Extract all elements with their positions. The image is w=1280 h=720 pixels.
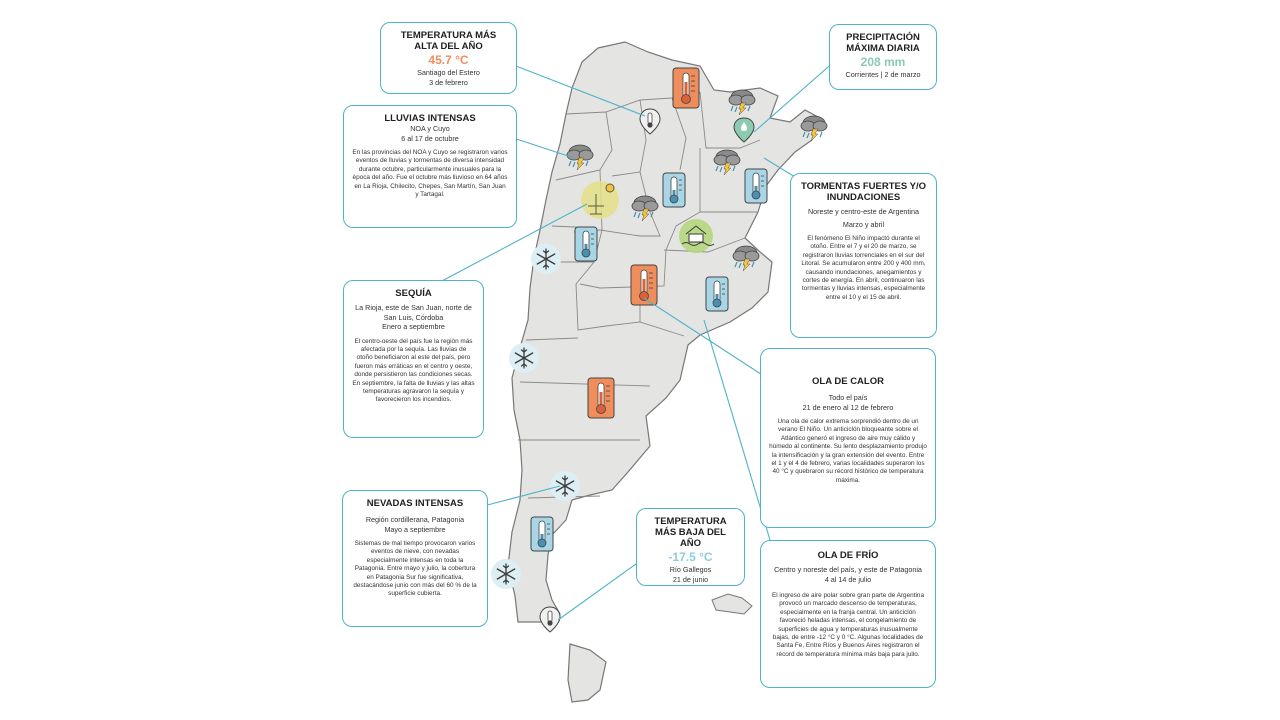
card-title: SEQUÍA	[395, 288, 432, 299]
max-precipitation-place-date: Corrientes | 2 de marzo	[845, 70, 921, 79]
max-temperature-value: 45.7 °C	[428, 53, 469, 67]
malvinas-islands	[712, 594, 752, 614]
max-temperature-card	[380, 22, 517, 94]
card-region: Todo el país	[828, 393, 868, 402]
max-precipitation-card	[829, 24, 937, 90]
thermometer-hot-icon	[588, 378, 614, 418]
snowflake-icon	[491, 559, 521, 589]
card-description: El centro-oeste del país fue la región más afectada por la sequía. Las lluvias de otoño beneficiaron al este del país, pero fueron más erráticas en el centro y oeste, donde persistieron las condiciones secas. En septiembre, la falta de lluvias y las altas temperaturas agravaron la sequía y favorecieron los incendios.	[352, 337, 475, 404]
max-temperature-place: Santiago del Estero	[417, 68, 480, 77]
card-dates: 4 al 14 de julio	[824, 574, 872, 584]
snowflake-icon	[509, 343, 539, 373]
nevadas-intensas-card	[342, 490, 488, 627]
thermometer-cold-icon	[663, 173, 685, 207]
card-description: Una ola de calor extrema sorprendió dentro de un verano El Niño. Un anticiclón bloqueante sobre el Atlántico generó el ingreso de aire muy cálido y húmedo al continente. Su lento desplazamiento produjo la intensificación y la gran extensión del evento. Entre el 1 y el 4 de febrero, varias localidades superaron los 40 °C y quebraron su récord histórico de temperatura máxima.	[769, 418, 927, 484]
map-pin-icon	[540, 607, 560, 632]
thermometer-hot-icon	[673, 68, 699, 108]
card-description: El fenómeno El Niño impactó durante el otoño. Entre el 7 y el 20 de marzo, se registraron lluvias torrenciales en el sur del Litoral. Se acumularon entre 200 y 400 mm, causando inundaciones, anegamientos y cortes de energía. En abril, continuaron las tormentas y lluvias intensas, especialmente entre el 10 y el 15 de abril.	[801, 235, 926, 301]
card-title: OLA DE CALOR	[812, 376, 884, 387]
tormentas-card	[790, 173, 937, 338]
sequia-card	[343, 280, 484, 438]
card-region: NOA y Cuyo	[410, 124, 450, 133]
snowflake-icon	[531, 244, 561, 274]
card-description: Sistemas de mal tiempo provocaron varios eventos de nieve, con nevadas especialmente intensas en toda la Patagonia. Entre mayo y julio, la cobertura en Patagonia Sur fue significativa, destacándose junio con más del 60 % de la superficie cubierta.	[353, 540, 477, 598]
lluvias-intensas-card	[343, 105, 517, 228]
card-dates: Mayo a septiembre	[384, 524, 446, 534]
thermometer-cold-icon	[575, 227, 597, 261]
min-temperature-place: Río Gallegos	[669, 565, 712, 574]
card-title: PRECIPITACIÓN MÁXIMA DIARIA	[846, 32, 920, 54]
card-title: OLA DE FRÍO	[817, 550, 879, 561]
card-region: La Rioja, este de San Juan, norte de San Luis, Córdoba	[355, 303, 472, 322]
ola-de-calor-card	[760, 348, 936, 528]
card-title: TORMENTAS FUERTES Y/O INUNDACIONES	[800, 181, 927, 203]
min-temperature-date: 21 de junio	[672, 574, 709, 584]
card-region: Región cordillerana, Patagonia	[365, 515, 465, 524]
tierra-del-fuego	[568, 644, 606, 702]
ola-de-frio-card	[760, 540, 936, 688]
card-region: Noreste y centro-este de Argentina	[807, 207, 920, 216]
thermometer-cold-icon	[706, 277, 728, 311]
min-temperature-card	[636, 508, 745, 586]
snowflake-icon	[550, 471, 580, 501]
max-temperature-date: 3 de febrero	[429, 77, 468, 87]
card-description: El ingreso de aire polar sobre gran parte de Argentina provocó un marcado descenso de temperaturas, especialmente en la franja central. Un anticiclón favoreció heladas intensas, el congelamiento de superficies de agua y temperaturas inusualmente bajas, de entre -12 °C y 0 °C. Algunas localidades de Santa Fe, Entre Ríos y Buenos Aires registraron el récord de temperatura mínima más baja para julio.	[771, 592, 925, 658]
card-title: TEMPERATURA MÁS ALTA DEL AÑO	[400, 30, 497, 52]
card-dates: 6 al 17 de octubre	[401, 133, 459, 143]
card-dates: Enero a septiembre	[382, 322, 445, 331]
card-region: Centro y noreste del país, y este de Patagonia	[774, 565, 922, 574]
card-title: TEMPERATURA MÁS BAJA DEL AÑO	[654, 516, 727, 549]
card-dates: Marzo y abril	[842, 219, 885, 229]
card-title: NEVADAS INTENSAS	[366, 498, 464, 509]
card-description: En las provincias del NOA y Cuyo se registraron varios eventos de lluvias y tormentas de diversa intensidad durante octubre, particularmente inusuales para la época del año. Fue el octubre más lluvioso en 64 años en La Rioja, Chilecito, Chepes, San Martín, San Juan y Tartagal.	[352, 149, 508, 199]
card-dates: 21 de enero al 12 de febrero	[802, 402, 894, 412]
thermometer-cold-icon	[531, 517, 553, 551]
card-title: LLUVIAS INTENSAS	[384, 113, 476, 124]
thermometer-hot-icon	[631, 265, 657, 305]
thermometer-cold-icon	[745, 169, 767, 203]
min-temperature-value: -17.5 °C	[668, 550, 713, 564]
max-precipitation-value: 208 mm	[860, 55, 906, 69]
